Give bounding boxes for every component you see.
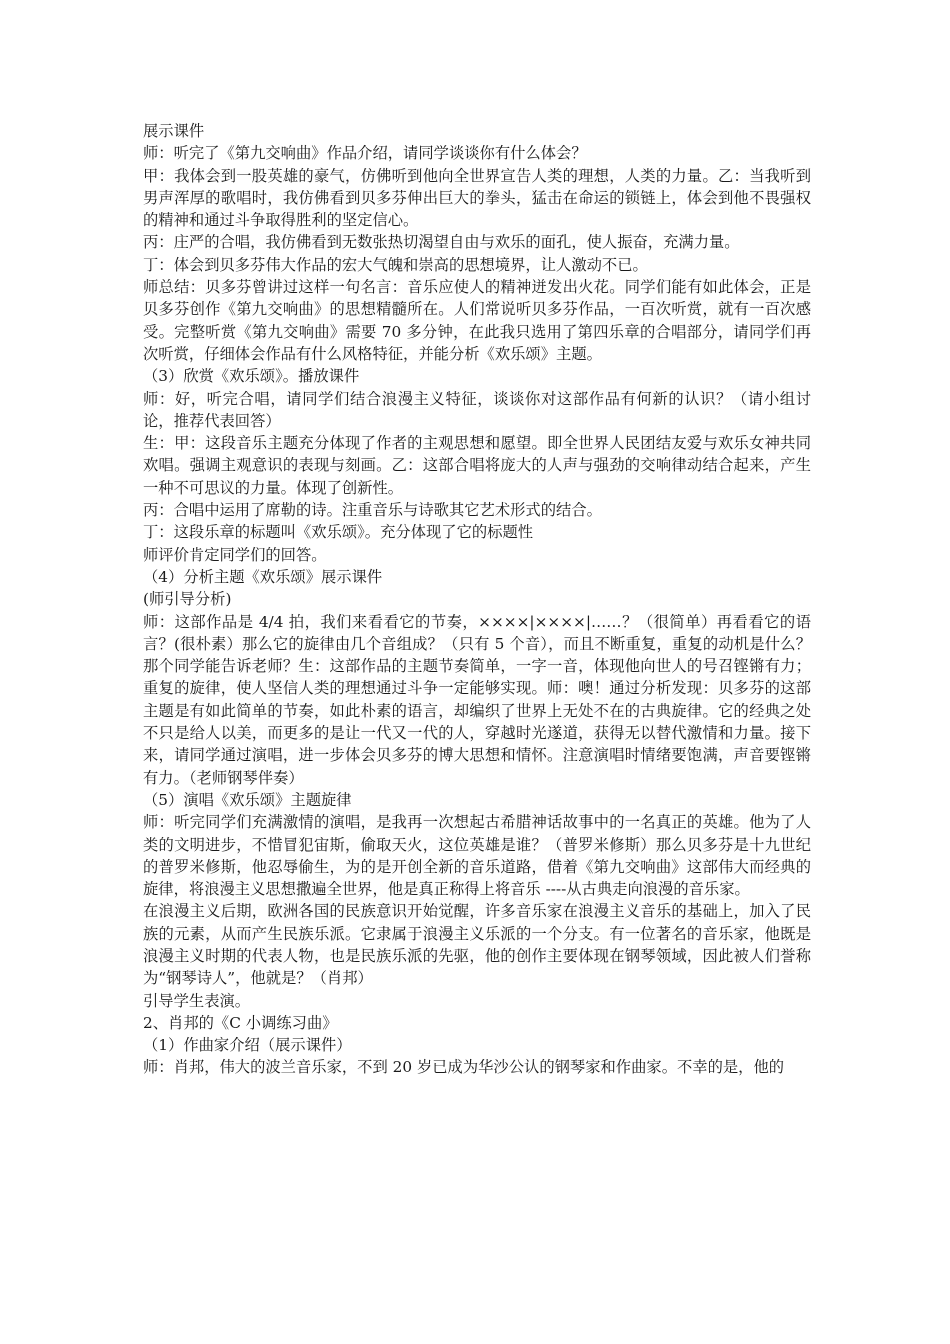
paragraph-theme-analysis: 师：这部作品是 4/4 拍，我们来看看它的节奏，××××|××××|……？（很简单）再看看它的语言？(很朴素）那么它的旋律由几个音组成？（只有 5 个音），而且不断重复，重复的动机是什么？那个同学能告诉老师？生：这部作品的主题节奏简单，一字一音，体现他向世人的号召铿锵有力；重复的旋律，使人坚信人类的理想通过斗争一定能够实现。师：噢！通过分析发现：贝多芬的这部主题是有如此简单的节奏，如此朴素的语言，却编织了世界上无处不在的古典旋律。它的经典之处不只是给人以美，而更多的是让一代又一代的人，穿越时光遂道，获得无以替代激情和力量。接下来，请同学通过演唱，进一步体会贝多芬的博大思想和情怀。注意演唱时情绪要饱满，声音要铿锵有力。（老师钢琴伴奏） [143, 612, 811, 787]
paragraph-chopin-intro: 师：肖邦，伟大的波兰音乐家，不到 20 岁已成为华沙公认的钢琴家和作曲家。不幸的是，他的 [143, 1058, 785, 1077]
paragraph-student-ding: 丁：体会到贝多芬伟大作品的宏大气魄和崇高的思想境界，让人激动不已。 [143, 255, 648, 274]
section-heading-chopin: 2、肖邦的《C 小调练习曲》 [143, 1013, 338, 1032]
document-page [143, 120, 811, 1079]
paragraph-student-bing-2: 丙：合唱中运用了席勒的诗。注重音乐与诗歌其它艺术形式的结合。 [143, 501, 602, 520]
section-heading-composer-intro: （1）作曲家介绍（展示课件） [143, 1036, 352, 1055]
paragraph-courseware-heading: 展示课件 [143, 122, 205, 140]
paragraph-teacher-evaluation: 师评价肯定同学们的回答。 [143, 545, 327, 564]
paragraph-teacher-question: 师：听完了《第九交响曲》作品介绍，请同学谈谈你有什么体会？ [143, 144, 587, 163]
section-heading-4: （4）分析主题《欢乐颂》展示课件 [143, 567, 383, 586]
section-heading-3: （3）欣赏《欢乐颂》。播放课件 [143, 367, 360, 386]
paragraph-national-school: 在浪漫主义后期，欧洲各国的民族意识开始觉醒，许多音乐家在浪漫主义音乐的基础上，加入了民族的元素，从而产生民族乐派。它隶属于浪漫主义乐派的一个分支。有一位著名的音乐家，他既是浪漫主义时期的代表人物，也是民族乐派的先驱，他的创作主要体现在钢琴领域，因此被人们誉称为“钢琴诗人”，他就是？（肖邦） [143, 902, 811, 988]
paragraph-student-performance: 引导学生表演。 [143, 991, 251, 1010]
paragraph-student-answers: 生：甲：这段音乐主题充分体现了作者的主观思想和愿望。即全世界人民团结友爱与欢乐女神共同欢唱。强调主观意识的表现与刻画。乙：这部合唱将庞大的人声与强劲的交响律动结合起来，产生一种不可思议的力量。体现了创新性。 [143, 434, 811, 497]
paragraph-teacher-discussion: 师：好，听完合唱，请同学们结合浪漫主义特征，谈谈你对这部作品有何新的认识？（请小组讨论，推荐代表回答） [143, 389, 811, 430]
paragraph-teacher-guide: (师引导分析) [143, 590, 232, 609]
paragraph-student-ding-2: 丁：这段乐章的标题叫《欢乐颂》。充分体现了它的标题性 [143, 523, 534, 542]
paragraph-student-bing: 丙：庄严的合唱，我仿佛看到无数张热切渴望自由与欢乐的面孔，使人振奋，充满力量。 [143, 233, 740, 252]
paragraph-teacher-summary: 师总结：贝多芬曾讲过这样一句名言：音乐应使人的精神迸发出火花。同学们能有如此体会，正是贝多芬创作《第九交响曲》的思想精髓所在。人们常说听贝多芬作品，一百次听赏，就有一百次感受。完整听赏《第九交响曲》需要 70 多分钟，在此我只选用了第四乐章的合唱部分，请同学们再次听赏，仔细体会作品有什么风格特征，并能分析《欢乐颂》主题。 [143, 278, 811, 363]
paragraph-prometheus: 师：听完同学们充满激情的演唱，是我再一次想起古希腊神话故事中的一名真正的英雄。他为了人类的文明进步，不惜冒犯宙斯，偷取天火，这位英雄是谁？（普罗米修斯）那么贝多芬是十九世纪的普罗米修斯，他忍辱偷生，为的是开创全新的音乐道路，借着《第九交响曲》这部伟大而经典的旋律，将浪漫主义思想撒遍全世界，他是真正称得上将音乐 ----从古典走向浪漫的音乐家。 [143, 813, 811, 899]
paragraph-student-jia-yi: 甲：我体会到一股英雄的豪气，仿佛听到他向全世界宣告人类的理想，人类的力量。乙：当我听到男声浑厚的歌唱时，我仿佛看到贝多芬伸出巨大的拳头，猛击在命运的锁链上，体会到他不畏强权的精神和通过斗争取得胜利的坚定信心。 [143, 166, 811, 230]
section-heading-5: （5）演唱《欢乐颂》主题旋律 [143, 790, 352, 809]
